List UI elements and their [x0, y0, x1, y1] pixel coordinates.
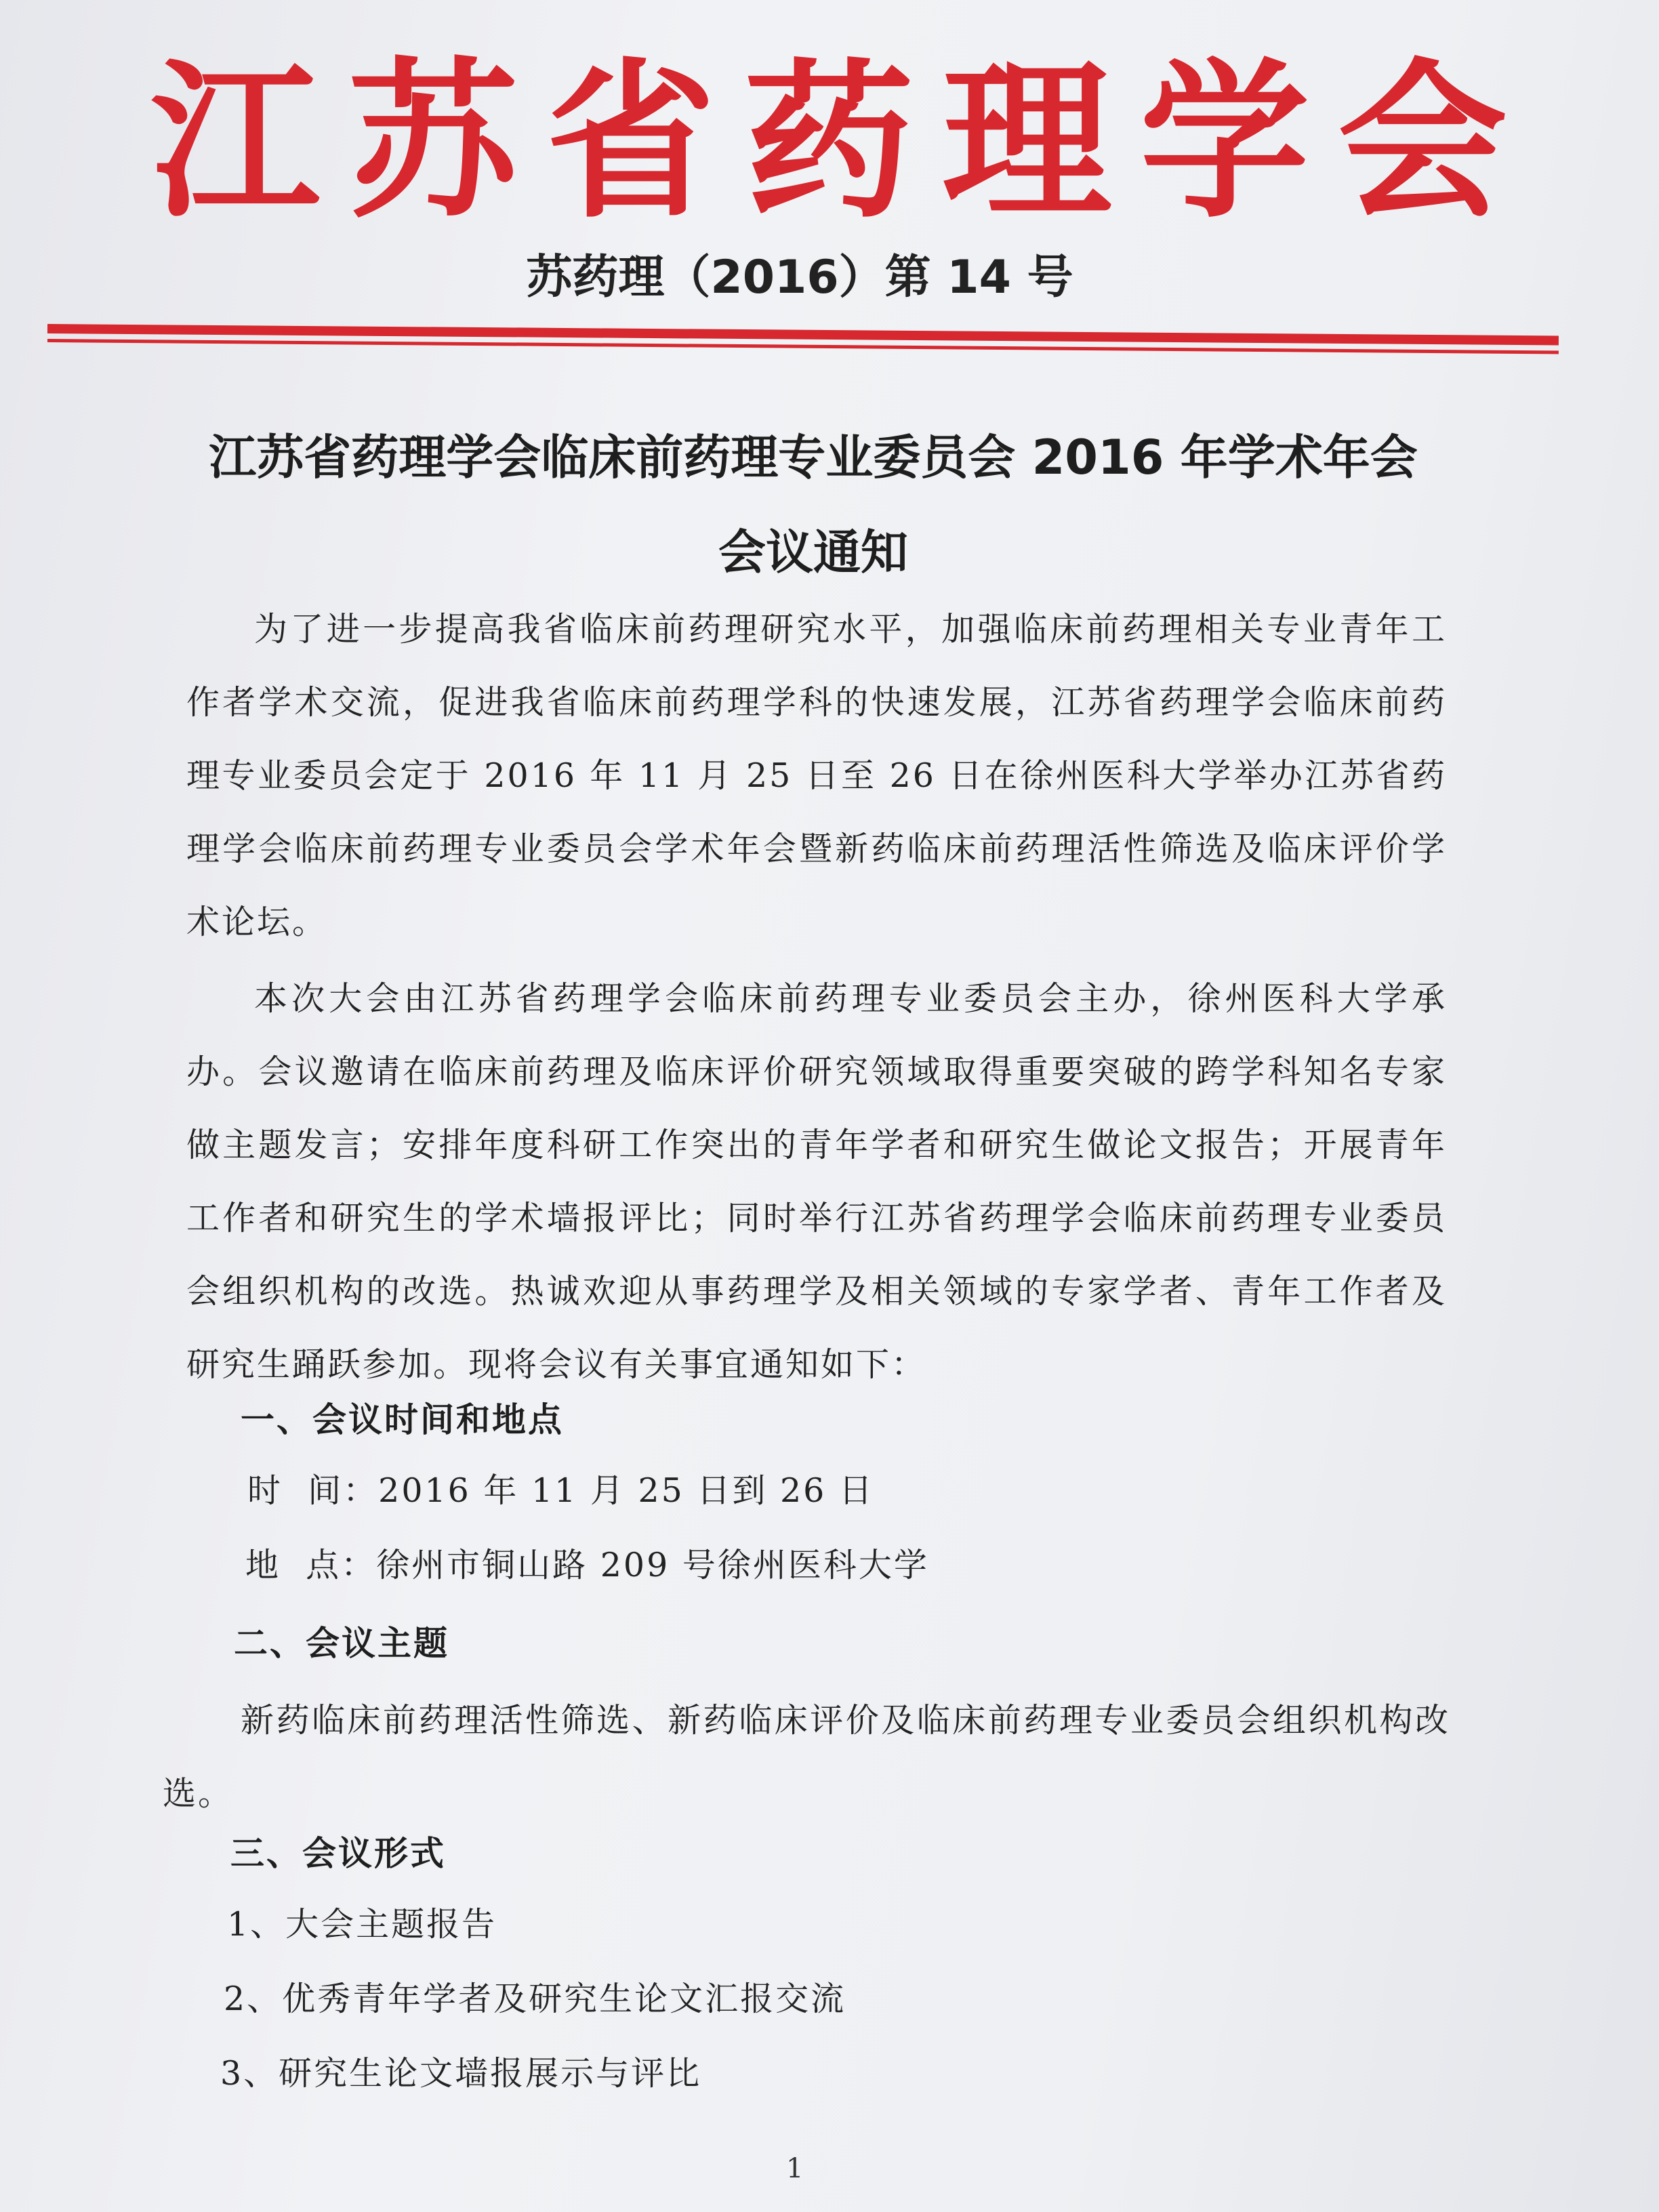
intro-paragraph: 为了进一步提高我省临床前药理研究水平，加强临床前药理相关专业青年工作者学术交流，促进我省临床前药理学科的快速发展，江苏省药理学会临床前药理专业委员会定于 2016 年 11 月 25 日至 26 日在徐州医科大学举办江苏省药理学会临床前药理专业委员会学术年会暨新药临床前药理活性筛选及临床评价学术论坛。 — [186, 610, 1447, 941]
letterhead-organization-name: 江苏省药理学会 — [150, 43, 1536, 241]
organizer-paragraph: 本次大会由江苏省药理学会临床前药理专业委员会主办，徐州医科大学承办。会议邀请在临床前药理及临床评价研究领域取得重要突破的跨学科知名专家做主题发言；安排年度科研工作突出的青年学者和研究生做论文报告；开展青年工作者和研究生的学术墙报评比；同时举行江苏省药理学会临床前药理专业委员会组织机构的改选。热诚欢迎从事药理学及相关领域的专家学者、青年工作者及研究生踊跃参加。现将会议有关事宜通知如下： — [186, 979, 1447, 1384]
document-number: 苏药理（2016）第 14 号 — [526, 251, 1073, 304]
notice-title-line-1: 江苏省药理学会临床前药理专业委员会 2016 年学术年会 — [209, 430, 1418, 485]
section-heading-time-place: 一、会议时间和地点 — [241, 1399, 564, 1439]
meeting-time: 时 间：2016 年 11 月 25 日到 26 日 — [247, 1471, 874, 1510]
format-list-item: 3、研究生论文墙报展示与评比 — [220, 2054, 702, 2093]
section-heading-format: 三、会议形式 — [230, 1833, 446, 1873]
format-list-item: 1、大会主题报告 — [227, 1905, 497, 1944]
format-list-item: 2、优秀青年学者及研究生论文汇报交流 — [224, 1980, 846, 2018]
page-number: 1 — [786, 2153, 804, 2184]
meeting-place: 地 点：徐州市铜山路 209 号徐州医科大学 — [245, 1546, 929, 1584]
meeting-theme-text: 新药临床前药理活性筛选、新药临床评价及临床前药理专业委员会组织机构改选。 — [163, 1701, 1450, 1813]
notice-title-line-2: 会议通知 — [718, 525, 908, 580]
section-heading-theme: 二、会议主题 — [234, 1623, 449, 1663]
